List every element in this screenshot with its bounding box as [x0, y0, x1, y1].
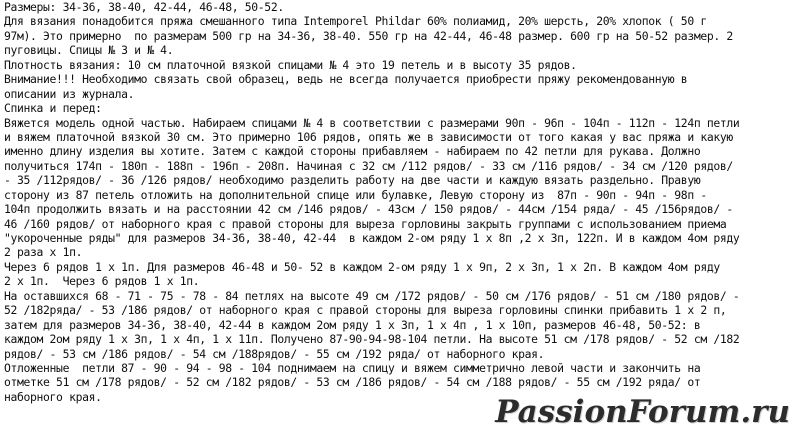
text-line: 46 /160 рядов/ от наборного края с правой стороны для выреза горловины закрыть группами с использованием приема: [4, 216, 727, 231]
knitting-instructions-text: [4, 0, 796, 404]
text-line: 97м). Это примерно по размерам 500 гр на 34-36, 38-40. 550 гр на 42-44, 46-48 размер. 600 гр на 50-52 размер. 2: [4, 28, 733, 43]
text-line: На оставшихся 68 - 71 - 75 - 78 - 84 петлях на высоте 49 см /172 рядов/ - 50 см /176 рядов/ - 51 см /180 рядов/ -: [4, 288, 740, 303]
text-line: 2 х 1п. Через 6 рядов 1 х 1п.: [4, 274, 200, 289]
text-line: именно длину изделия вы хотите. Затем с каждой стороны прибавляем - набираем по 42 петли для рукава. Должно: [4, 144, 701, 159]
text-line: пуговицы. Спицы № 3 и № 4.: [4, 43, 174, 58]
text-line: Отложенные петли 87 - 90 - 94 - 98 - 104 поднимаем на спицу и вяжем симметрично левой части и закончить на: [4, 360, 701, 375]
text-line-warning: Внимание!!! Необходимо связать свой образец, ведь не всегда получается приобрести пряжу рекомендованную в: [4, 72, 688, 87]
text-line: 2 раза х 1п.: [4, 245, 83, 260]
text-line: рядов/ - 53 см /186 рядов/ - 54 см /188рядов/ - 55 см /192 ряда/ от наборного края.: [4, 346, 545, 361]
text-line: 104п продолжить вязать и на расстоянии 42 см /146 рядов/ - 43см / 150 рядов/ - 44см /154 ряда/ - 45 /156рядов/ -: [4, 202, 733, 217]
text-line: "укороченные ряды" для размеров 34-36, 38-40, 42-44 в каждом 2-ом ряду 1 х 8п ,2 х 3п, 122п. И в каждом 4ом ряду: [4, 231, 740, 245]
text-line: сторону из 87 петель отложить на дополнительной спице или булавке, Левую сторону из 87п - 90п - 94п - 98п -: [4, 187, 707, 202]
section-heading-back-front: Спинка и перед:: [4, 101, 102, 116]
text-line: 52 /182ряда/ - 53 /186 рядов/ от наборного края с правой стороны для выреза горловины спинки прибавить 1 х 2 п,: [4, 303, 727, 318]
text-line: Вяжется модель одной частью. Набираем спицами № 4 в соответствии с размерами 90п - 96п - 104п - 112п - 124п петли: [4, 115, 740, 130]
text-line-gauge: Плотность вязания: 10 см платочной вязкой спицами № 4 это 19 петель и в высоту 35 рядов.: [4, 57, 577, 72]
text-line: получиться 174п - 180п - 188п - 196п - 208п. Начиная с 32 см /112 рядов/ - 33 см /116 рядов/ - 34 см /120 рядов/: [4, 158, 733, 173]
text-line: затем для размеров 34-36, 38-40, 42-44 в каждом 2ом ряду 1 х 3п, 1 х 4п , 1 х 10п, размеров 46-48, 50-52: в: [4, 317, 701, 332]
text-line: Через 6 рядов 1 х 1п. Для размеров 46-48 и 50- 52 в каждом 2-ом ряду 1 х 9п, 2 х 3п, 1 х 2п. В каждом 4ом ряду: [4, 259, 720, 274]
text-line: описании из журнала.: [4, 86, 135, 101]
site-watermark-logo: PassionForum.ru: [491, 394, 794, 430]
text-line: каждом 2ом ряду 1 х 3п, 1 х 4п, 1 х 11п. Получено 87-90-94-98-104 петли. На высоте 51 см /178 рядов/ - 52 см /182: [4, 332, 740, 347]
text-line: и вяжем платочной вязкой 30 см. Это примерно 106 рядов, опять же в зависимости от того какая у вас пряжа и какую: [4, 129, 733, 144]
text-line: - 35 /112рядов/ - 36 /126 рядов/ необходимо разделить работу на две части и каждую вязать раздельно. Правую: [4, 173, 701, 188]
text-line: Для вязания понадобится пряжа смешанного типа Intemporel Phildar 60% полиамид, 20% шерсть, 20% хлопок ( 50 г: [4, 14, 707, 29]
text-line: наборного края.: [4, 389, 102, 404]
text-line-sizes: Размеры: 34-36, 38-40, 42-44, 46-48, 50-52.: [4, 0, 284, 14]
text-line: отметке 51 см /178 рядов/ - 52 см /182 рядов/ - 53 см /186 рядов/ - 54 см /188 рядов/ - 55 см /192 ряда/ от: [4, 375, 701, 390]
